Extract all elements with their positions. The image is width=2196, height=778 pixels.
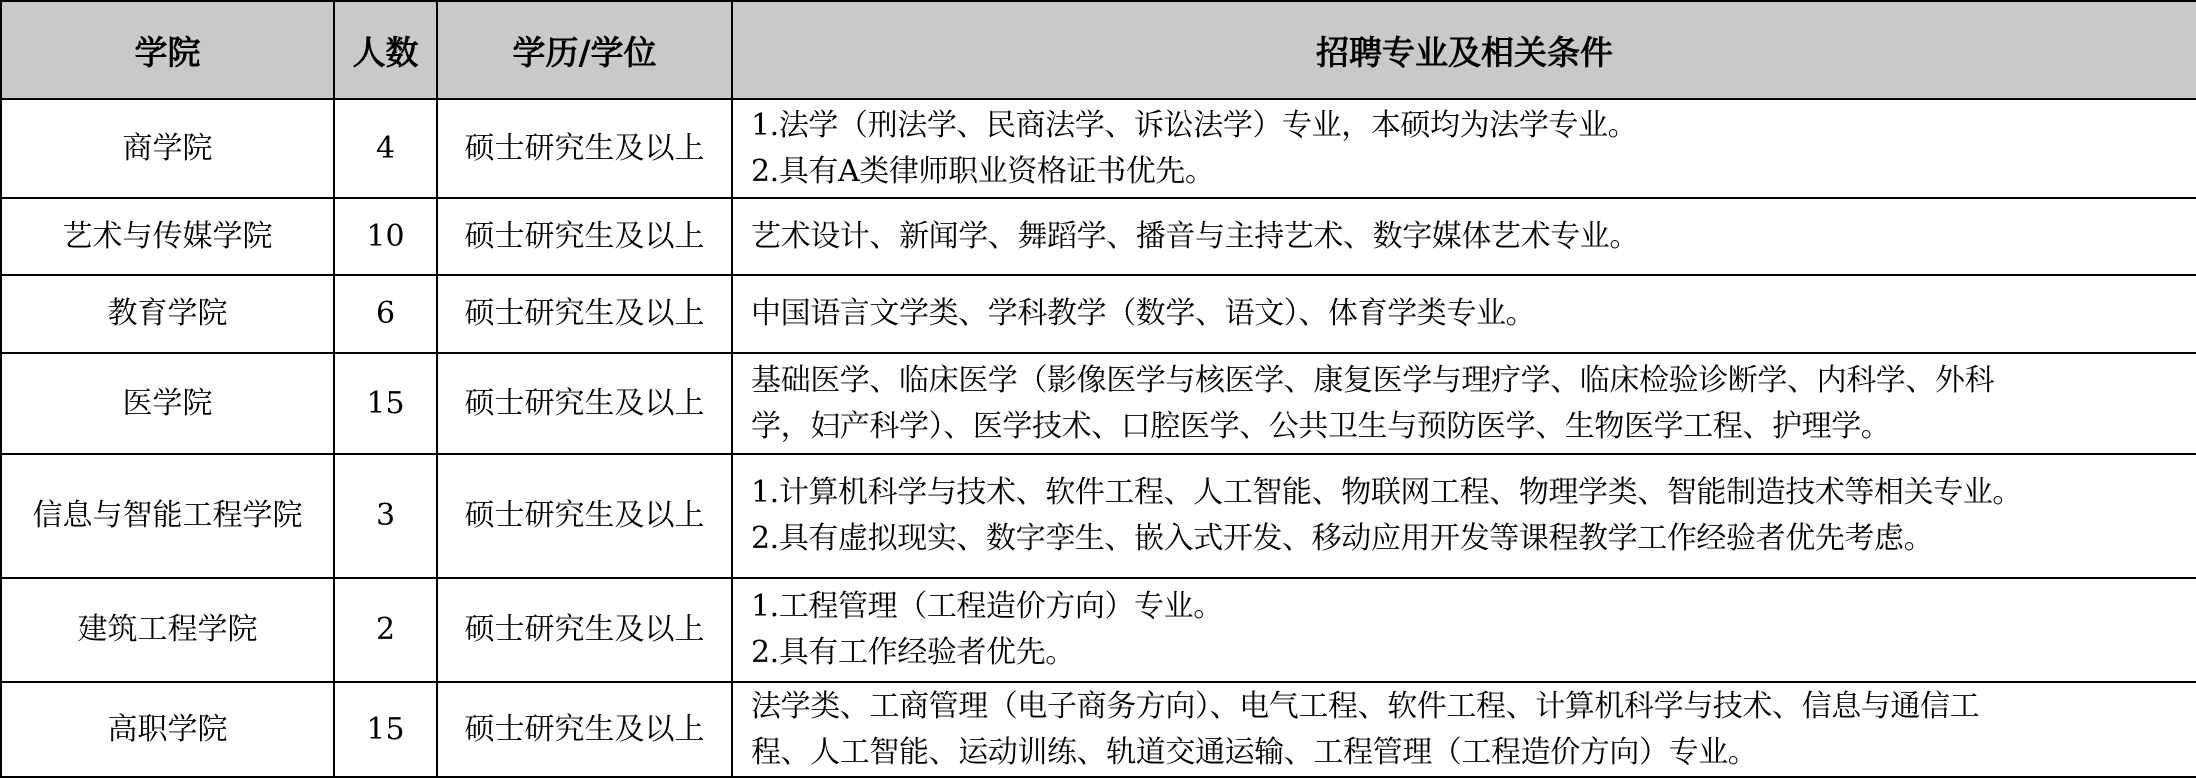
condition-line: 程、人工智能、运动训练、轨道交通运输、工程管理（工程造价方向）专业。 <box>751 734 1758 770</box>
condition-line: 法学类、工商管理（电子商务方向）、电气工程、软件工程、计算机科学与技术、信息与通信工 <box>751 688 1980 724</box>
condition-line: 基础医学、临床医学（影像医学与核医学、康复医学与理疗学、临床检验诊断学、内科学、外科 <box>751 362 1995 398</box>
table-row <box>1 99 2196 198</box>
condition-line: 1.工程管理（工程造价方向）专业。 <box>751 589 1223 624</box>
count-cell: 3 <box>334 454 437 578</box>
conditions-cell <box>732 99 2196 198</box>
college-cell: 医学院 <box>1 353 334 454</box>
condition-line: 中国语言文学类、学科教学（数学、语文）、体育学类专业。 <box>751 296 1536 331</box>
degree-cell: 硕士研究生及以上 <box>437 353 732 454</box>
conditions-cell <box>732 275 2196 353</box>
condition-line: 艺术设计、新闻学、舞蹈学、播音与主持艺术、数字媒体艺术专业。 <box>751 218 1639 254</box>
header-degree: 学历/学位 <box>437 1 732 99</box>
college-cell: 艺术与传媒学院 <box>1 198 334 275</box>
college-cell: 高职学院 <box>1 682 334 777</box>
conditions-cell <box>732 454 2196 578</box>
condition-line: 2.具有虚拟现实、数字孪生、嵌入式开发、移动应用开发等课程教学工作经验者优先考虑。 <box>751 521 1934 556</box>
conditions-cell <box>732 353 2196 454</box>
header-count: 人数 <box>334 1 437 99</box>
table-row <box>1 682 2196 777</box>
count-cell: 2 <box>334 578 437 682</box>
college-cell: 教育学院 <box>1 275 334 353</box>
degree-cell: 硕士研究生及以上 <box>437 198 732 275</box>
header-college: 学院 <box>1 1 334 99</box>
conditions-cell <box>732 198 2196 275</box>
count-cell: 15 <box>334 353 437 454</box>
college-cell: 信息与智能工程学院 <box>1 454 334 578</box>
condition-line: 2.具有工作经验者优先。 <box>751 635 1075 670</box>
college-cell: 商学院 <box>1 99 334 198</box>
table-row <box>1 454 2196 578</box>
condition-line: 2.具有A类律师职业资格证书优先。 <box>751 153 1215 189</box>
degree-cell: 硕士研究生及以上 <box>437 99 732 198</box>
condition-line: 1.法学（刑法学、民商法学、诉讼法学）专业，本硕均为法学专业。 <box>751 107 1638 143</box>
table-header-row <box>1 1 2196 99</box>
degree-cell: 硕士研究生及以上 <box>437 578 732 682</box>
count-cell: 4 <box>334 99 437 198</box>
table-row <box>1 275 2196 353</box>
table-row <box>1 198 2196 275</box>
condition-line: 1.计算机科学与技术、软件工程、人工智能、物联网工程、物理学类、智能制造技术等相关专业。 <box>751 475 2023 510</box>
degree-cell: 硕士研究生及以上 <box>437 454 732 578</box>
college-cell: 建筑工程学院 <box>1 578 334 682</box>
conditions-cell <box>732 682 2196 777</box>
table-row <box>1 578 2196 682</box>
degree-cell: 硕士研究生及以上 <box>437 682 732 777</box>
table-row <box>1 353 2196 454</box>
degree-cell: 硕士研究生及以上 <box>437 275 732 353</box>
count-cell: 6 <box>334 275 437 353</box>
conditions-cell <box>732 578 2196 682</box>
count-cell: 10 <box>334 198 437 275</box>
header-conditions: 招聘专业及相关条件 <box>732 1 2196 99</box>
condition-line: 学，妇产科学）、医学技术、口腔医学、公共卫生与预防医学、生物医学工程、护理学。 <box>751 408 1891 444</box>
count-cell: 15 <box>334 682 437 777</box>
